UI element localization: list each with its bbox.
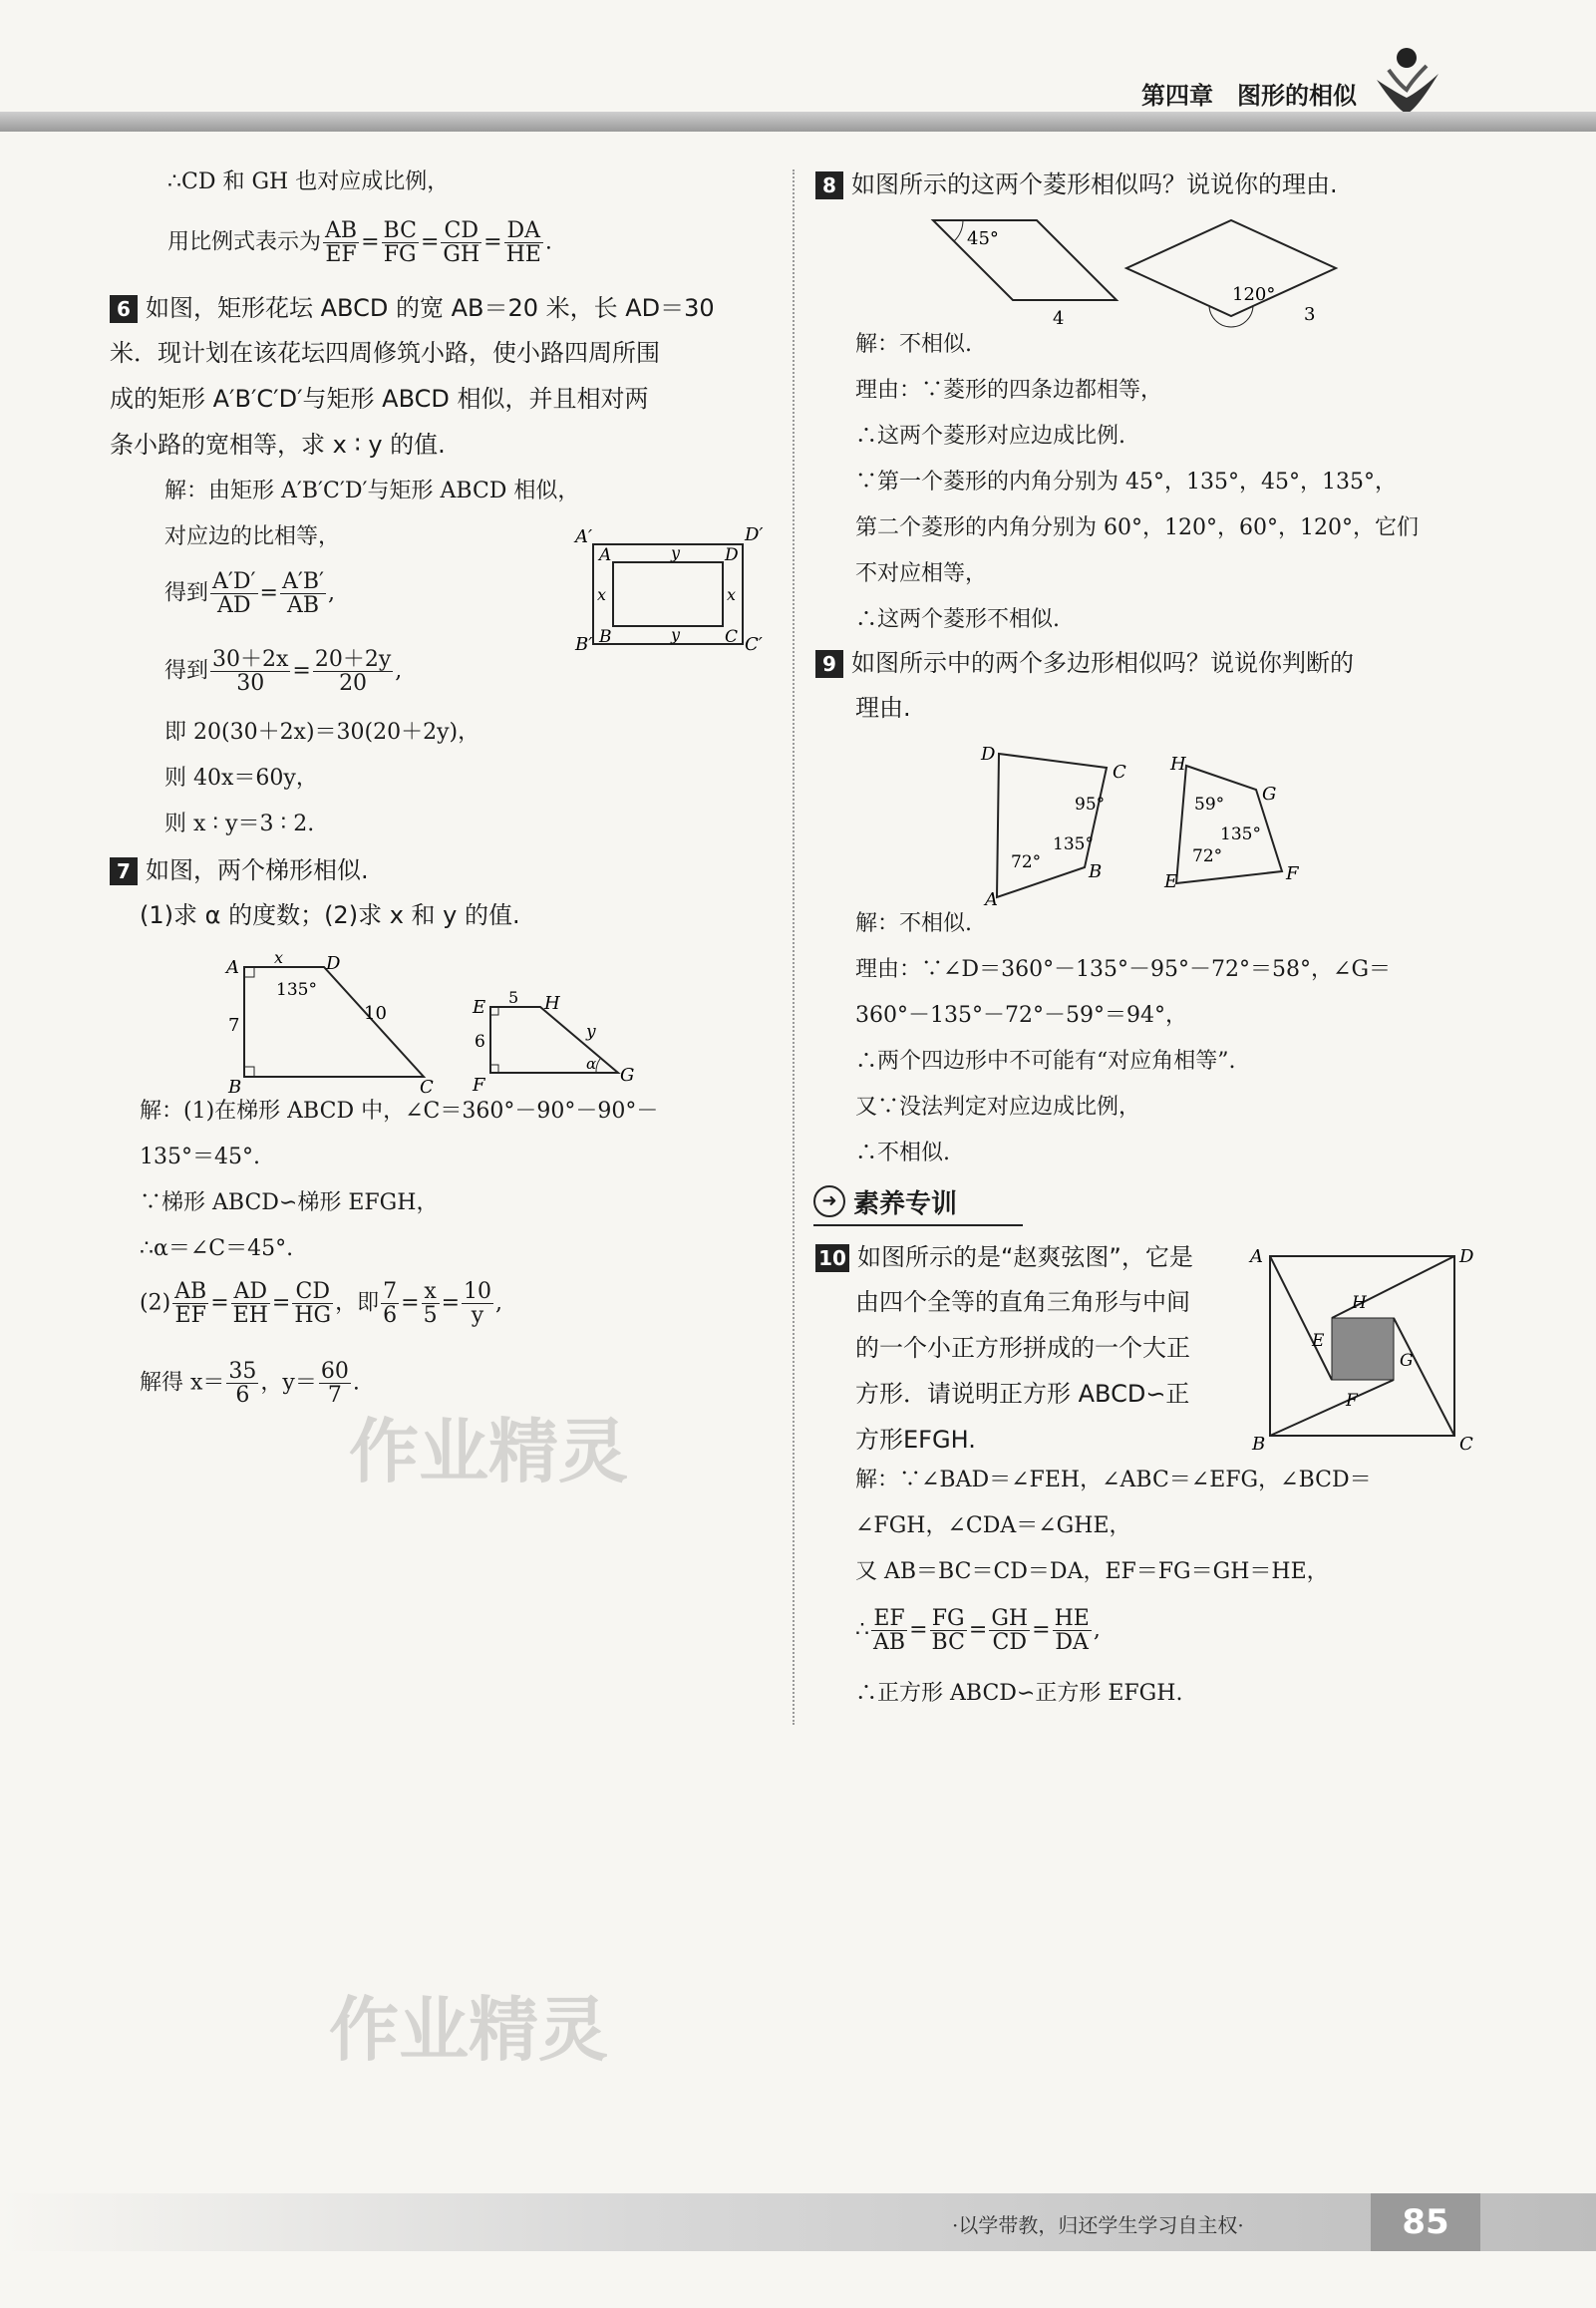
q10-sol-1: 解：∵∠BAD＝∠FEH，∠ABC＝∠EFG，∠BCD＝ [855, 1468, 1372, 1492]
fig-label: D [725, 545, 739, 565]
fig-label: B [599, 627, 612, 647]
q8-sol-4: ∵第一个菱形的内角分别为 45°，135°，45°，135°， [855, 470, 1397, 495]
q6-sol-1: 解：由矩形 A′B′C′D′与矩形 ABCD 相似， [164, 479, 580, 503]
q9-number: 9 [815, 650, 843, 678]
q7-line-1: 7 如图，两个梯形相似. [110, 857, 369, 885]
fig-label: C [1459, 1434, 1473, 1455]
fig-label: B [1089, 861, 1103, 882]
q9-sol-3: 360°－135°－72°－59°＝94°， [855, 1003, 1187, 1028]
page-number: 85 [1371, 2193, 1480, 2251]
q6-line-2: 米．现计划在该花坛四周修筑小路，使小路四周所围 [110, 339, 660, 367]
section-underline [813, 1224, 1023, 1226]
q6-number: 6 [110, 295, 138, 323]
fig-label: F [1346, 1391, 1358, 1411]
q10-figure [1246, 1236, 1485, 1456]
q10-number: 10 [815, 1244, 849, 1272]
fig-label: B [1252, 1434, 1266, 1455]
q9-sol-1: 解：不相似. [855, 911, 972, 936]
q8-sol-2: 理由：∵菱形的四条边都相等， [855, 378, 1163, 403]
fig-label: 3 [1304, 304, 1316, 325]
fig-label: 59° [1194, 795, 1225, 815]
q10-sol-5: ∴正方形 ABCD∽正方形 EFGH. [855, 1681, 1183, 1706]
fig-label: 72° [1011, 852, 1042, 872]
arrow-icon: ➜ [813, 1185, 845, 1217]
q7-figure-1 [214, 947, 454, 1097]
q7-figure-2 [469, 987, 648, 1097]
fig-label: y [671, 543, 681, 562]
q10-sol-4: ∴ $\frac{EF}{AB}$ = $\frac{FG}{BC}$ = $\frac{GH}{CD}$ = $\frac{HE}{DA}$ , [855, 1606, 1101, 1656]
q8-sol-3: ∴这两个菱形对应边成比例. [855, 424, 1125, 449]
q8-sol-7: ∴这两个菱形不相似. [855, 607, 1060, 632]
q10-sol-2: ∠FGH，∠CDA＝∠GHE， [855, 1513, 1131, 1538]
fig-label: B [228, 1077, 242, 1097]
q9-sol-4: ∴两个四边形中不可能有“对应角相等”. [855, 1049, 1236, 1074]
fig-label: C [1113, 762, 1126, 783]
fig-label: 10 [364, 1003, 387, 1024]
fig-label: H [1352, 1293, 1367, 1313]
q6-line-3: 成的矩形 A′B′C′D′与矩形 ABCD 相似，并且相对两 [110, 385, 649, 413]
q10-line-3: 的一个小正方形拼成的一个大正 [855, 1334, 1190, 1362]
section-heading: ➜ 素养专训 [813, 1181, 957, 1221]
q7-line-2: (1)求 α 的度数；(2)求 x 和 y 的值. [140, 901, 520, 929]
fig-label: 135° [1220, 824, 1261, 844]
q10-line-4: 方形．请说明正方形 ABCD∽正 [855, 1380, 1190, 1408]
q9-sol-6: ∴不相似. [855, 1141, 950, 1165]
continuation-line-2: 用比例式表示为 $\frac{AB}{EF}$ = $\frac{BC}{FG}$ = $\frac{CD}{GH}$ = $\frac{DA}{HE}$ . [167, 218, 552, 268]
q6-sol-3: 得到 $\frac{A'D'}{AD}$ = $\frac{A'B'}{AB}$ , [164, 569, 336, 619]
fig-label: A′ [575, 526, 593, 547]
fig-label: y [671, 625, 681, 644]
q9-figure [977, 738, 1376, 907]
fig-label: x [597, 585, 607, 604]
fig-label: B′ [575, 634, 593, 655]
q8-sol-6: 不对应相等， [855, 561, 988, 586]
fig-label: E [1164, 871, 1178, 892]
fig-label: 5 [508, 988, 519, 1007]
q6-sol-5: 即 20(30＋2x)＝30(20＋2y)， [164, 720, 480, 745]
fig-label: A [226, 957, 239, 978]
fig-label: C [420, 1077, 434, 1097]
q7-sol-5: (2) $\frac{AB}{EF}$ = $\frac{AD}{EH}$ = $\frac{CD}{HG}$ ，即 $\frac{7}{6}$ = $\frac{x}{5}$ = $\frac{10}{y}$ , [140, 1279, 503, 1329]
fig-label: D [981, 744, 996, 765]
fig-label: A [599, 545, 612, 565]
footer-bar [0, 2193, 1596, 2251]
q6-sol-7: 则 x ∶ y＝3 ∶ 2. [164, 812, 315, 836]
fig-label: H [1170, 754, 1186, 775]
q7-sol-6: 解得 x＝ $\frac{35}{6}$ ，y＝ $\frac{60}{7}$ . [140, 1359, 360, 1409]
fig-label: G [620, 1065, 635, 1086]
fig-label: E [1312, 1331, 1325, 1351]
fig-label: G [1400, 1351, 1414, 1371]
q8-sol-1: 解：不相似. [855, 332, 972, 357]
q9-line-1: 9 如图所示中的两个多边形相似吗？说说你判断的 [815, 650, 1354, 678]
fig-label: C′ [745, 634, 763, 655]
q10-line-2: 由四个全等的直角三角形与中间 [855, 1288, 1190, 1316]
q7-sol-4: ∴α＝∠C＝45°. [140, 1236, 294, 1261]
q6-sol-4: 得到 $\frac{30+2x}{30}$ = $\frac{20+2y}{20}$ , [164, 647, 403, 697]
q7-number: 7 [110, 857, 138, 885]
q6-line-1: 6 如图，矩形花坛 ABCD 的宽 AB＝20 米，长 AD＝30 [110, 295, 715, 323]
header-bar [0, 112, 1596, 132]
fig-label: 6 [475, 1032, 485, 1052]
fig-label: 95° [1075, 795, 1106, 815]
q7-sol-2: 135°＝45°. [140, 1145, 260, 1169]
logo-icon [1367, 40, 1446, 120]
footer-motto: ·以学带教，归还学生学习自主权· [952, 2213, 1244, 2237]
fig-label: 135° [276, 980, 317, 1000]
fig-label: 120° [1232, 284, 1276, 305]
q6-sol-2: 对应边的比相等， [164, 524, 341, 549]
q7-sol-1: 解：(1)在梯形 ABCD 中，∠C＝360°－90°－90°－ [140, 1099, 659, 1124]
fig-label: 72° [1192, 846, 1223, 866]
fig-label: F [473, 1075, 485, 1096]
q10-sol-3: 又 AB＝BC＝CD＝DA，EF＝FG＝GH＝HE， [855, 1559, 1329, 1584]
fig-label: 7 [228, 1015, 240, 1036]
fig-label: 45° [967, 228, 999, 249]
fig-label: y [586, 1022, 596, 1042]
q10-line-5: 方形EFGH. [855, 1426, 976, 1454]
q8-sol-5: 第二个菱形的内角分别为 60°，120°，60°，120°，它们 [855, 515, 1419, 540]
q6-figure [573, 518, 773, 668]
watermark: 作业精灵 [329, 1989, 608, 2071]
fig-label: α [586, 1055, 597, 1073]
fig-label: A [985, 889, 998, 907]
q7-sol-3: ∵梯形 ABCD∽梯形 EFGH， [140, 1190, 439, 1215]
q10-line-1: 10 如图所示的是“赵爽弦图”，它是 [815, 1244, 1193, 1272]
column-divider [793, 169, 795, 1725]
fig-label: D′ [745, 524, 764, 545]
q8-figure [927, 214, 1346, 334]
fig-label: D [326, 953, 341, 974]
q9-line-2: 理由. [855, 694, 911, 722]
fig-label: x [274, 948, 284, 967]
q9-sol-2: 理由：∵∠D＝360°－135°－95°－72°＝58°，∠G＝ [855, 957, 1392, 982]
fig-label: G [1262, 784, 1277, 805]
q8-line-1: 8 如图所示的这两个菱形相似吗？说说你的理由. [815, 171, 1338, 199]
fig-label: E [473, 997, 486, 1018]
fig-label: 135° [1053, 834, 1094, 854]
q9-sol-5: 又∵没法判定对应边成比例， [855, 1095, 1141, 1120]
q6-sol-6: 则 40x＝60y， [164, 766, 318, 791]
q8-number: 8 [815, 171, 843, 199]
chapter-title: 第四章 图形的相似 [1141, 82, 1357, 110]
q6-line-4: 条小路的宽相等，求 x ∶ y 的值. [110, 431, 446, 459]
continuation-line-1: ∴CD 和 GH 也对应成比例， [167, 169, 450, 194]
fig-label: D [1459, 1246, 1474, 1267]
fig-label: 4 [1053, 308, 1065, 329]
fig-label: H [544, 993, 560, 1014]
fig-label: A [1250, 1246, 1263, 1267]
watermark: 作业精灵 [349, 1411, 628, 1492]
fig-label: C [725, 627, 739, 647]
fig-label: x [727, 585, 737, 604]
fig-label: F [1286, 863, 1299, 884]
